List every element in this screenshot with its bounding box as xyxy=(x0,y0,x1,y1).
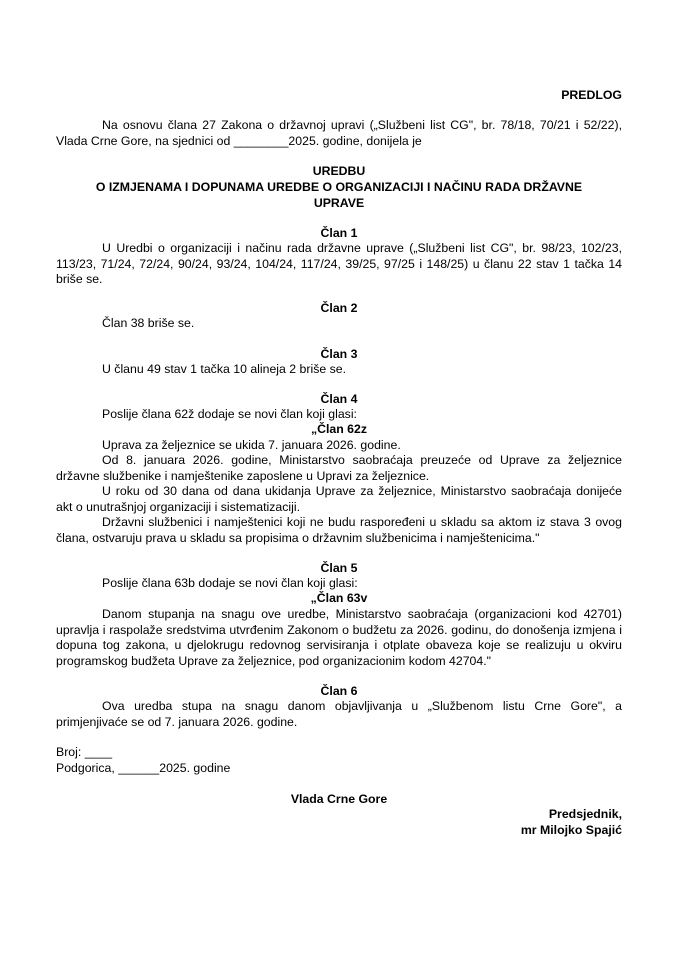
signature-role: Predsjednik, xyxy=(548,807,622,821)
clan3-text: U članu 49 stav 1 tačka 10 alineja 2 briše se. xyxy=(102,362,347,376)
clan1-text: U Uredbi o organizaciji i načinu rada državne uprave („Službeni list CG", br. 98/23, 102/23, 113/23, 71/24, 72/24, 90/24, 93/24, 104/24, 117/24, 39/25, 97/25 i 148/25) u članu 22 stav 1 tačka 14 briše se. xyxy=(56,241,622,287)
clan4-paragraph-2: Od 8. januara 2026. godine, Ministarstvo saobraćaja preuzeće od Uprave za željeznice državne službenike i namještenike zaposlene u Upravi za željeznice. xyxy=(56,453,622,483)
clan1-heading: Član 1 xyxy=(320,226,358,240)
signature-name: mr Milojko Spajić xyxy=(520,823,622,837)
vlada-label: Vlada Crne Gore xyxy=(290,792,388,806)
clan3-heading: Član 3 xyxy=(320,347,358,361)
clan6-text: Ova uredba stupa na snagu danom objavljivanja u „Službenom listu Crne Gore", a primjenjivaće se od 7. januara 2026. godine. xyxy=(56,699,622,729)
clan4-paragraph-3: U roku od 30 dana od dana ukidanja Uprave za željeznice, Ministarstvo saobraćaja donijeće akt o unutrašnjoj organizaciji i sistematizaciji. xyxy=(56,484,622,514)
clan62z-heading: „Član 62z xyxy=(310,422,368,436)
clan6-heading: Član 6 xyxy=(320,684,358,698)
clan4-paragraph-4: Državni službenici i namještenici koji ne budu raspoređeni u skladu sa aktom iz stava 3 ovog člana, ostvaruju prava u skladu sa propisima o državnim službenicima i namještenicima." xyxy=(56,515,622,545)
clan63v-heading: „Član 63v xyxy=(310,591,368,605)
predlog-label: PREDLOG xyxy=(561,88,622,102)
title-full: O IZMJENAMA I DOPUNAMA UREDBE O ORGANIZACIJI I NAČINU RADA DRŽAVNE UPRAVE xyxy=(95,180,583,210)
clan4-intro: Poslije člana 62ž dodaje se novi član koji glasi: xyxy=(102,407,357,421)
clan4-paragraph-1: Uprava za željeznice se ukida 7. januara 2026. godine. xyxy=(102,438,401,452)
clan2-text: Član 38 briše se. xyxy=(102,316,195,330)
clan5-paragraph-1: Danom stupanja na snagu ove uredbe, Ministarstvo saobraćaja (organizacioni kod 42701) upravlja i raspolaže sredstvima utvrđenim Zakonom o budžetu za 2026. godinu, do donošenja izmjena i dopuna tog zakona, u djelokrugu redovnog servisiranja i otplate obaveza koje se realizuju u okviru programskog budžeta Uprave za željeznice, pod organizacionim kodom 42704." xyxy=(56,607,622,668)
broj-line: Broj: ____ xyxy=(56,745,113,759)
clan5-heading: Član 5 xyxy=(320,561,358,575)
place-date-line: Podgorica, ______2025. godine xyxy=(56,761,231,775)
preamble: Na osnovu člana 27 Zakona o državnoj upravi („Službeni list CG", br. 78/18, 70/21 i 52/22), Vlada Crne Gore, na sjednici od ________2025. godine, donijela je xyxy=(56,118,622,148)
title-uredbu: UREDBU xyxy=(312,164,366,178)
clan5-intro: Poslije člana 63b dodaje se novi član koji glasi: xyxy=(102,576,358,590)
clan4-heading: Član 4 xyxy=(320,392,358,406)
clan2-heading: Član 2 xyxy=(320,301,358,315)
